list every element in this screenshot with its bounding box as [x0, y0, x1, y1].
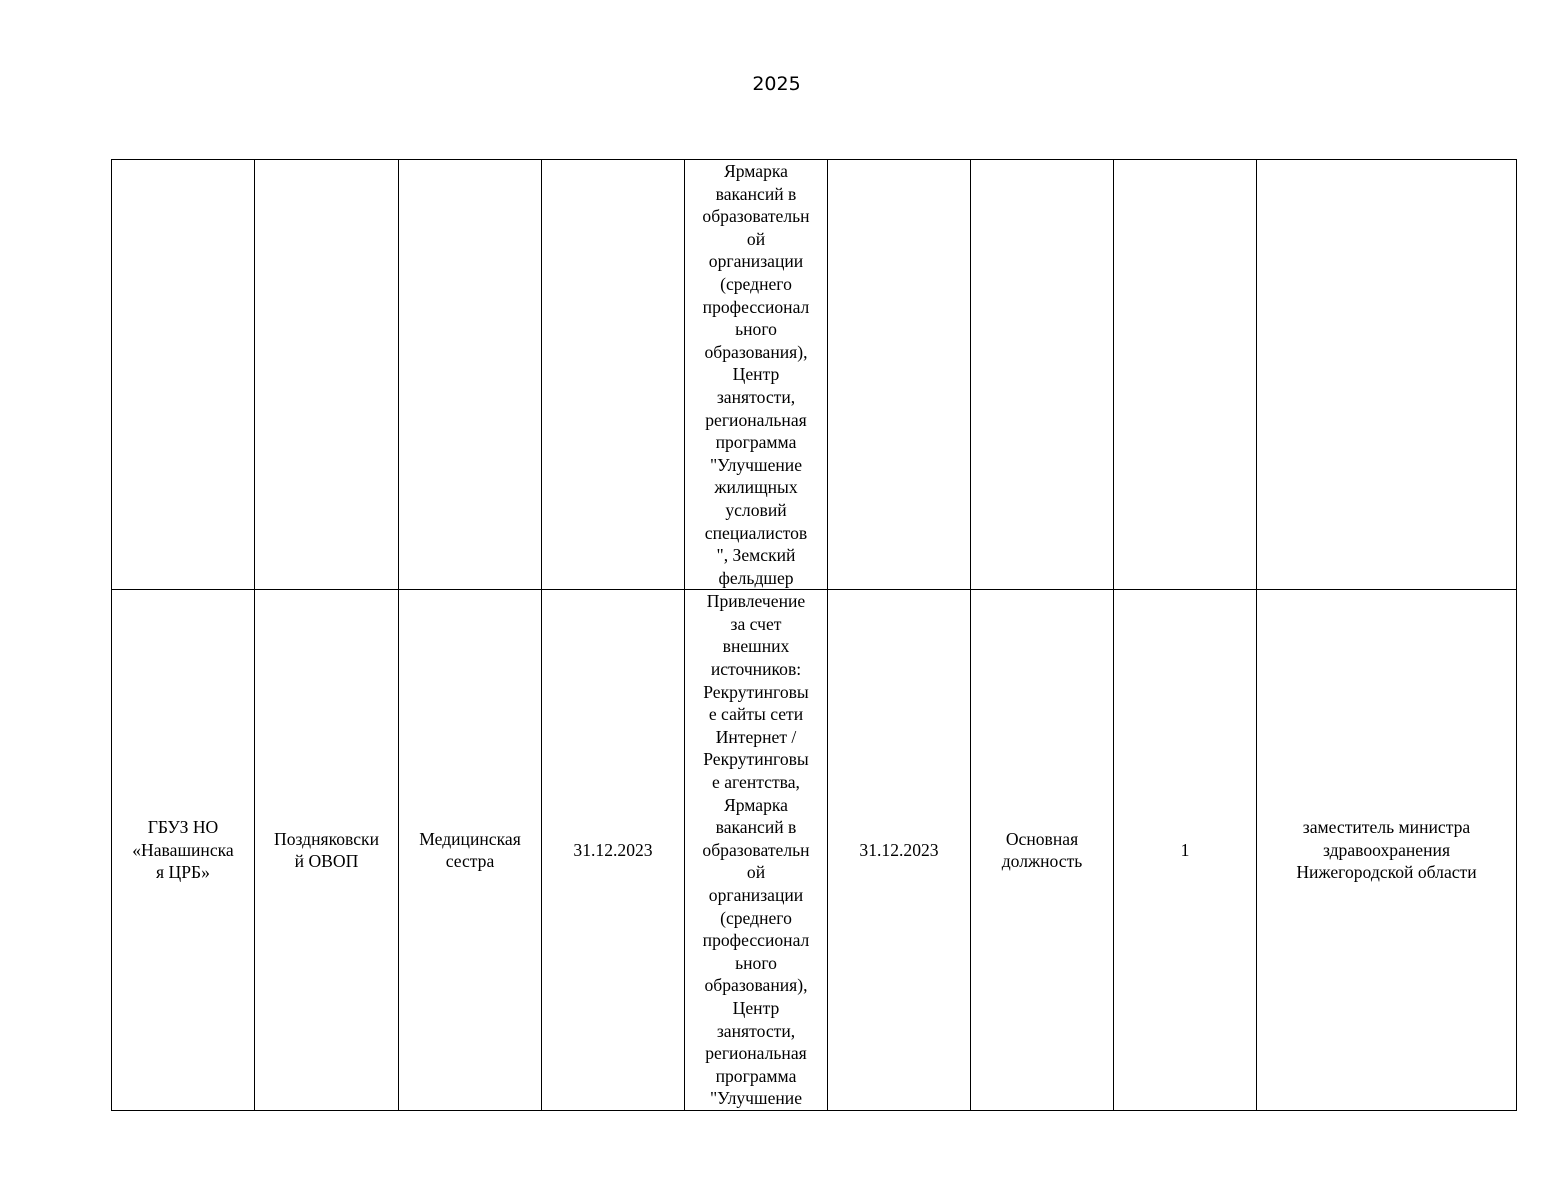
table-row	[112, 590, 1517, 1111]
table-cell-recruitment-methods: Привлечение за счет внешних источников: Рекрутинговы е сайты сети Интернет / Рекрутинговы е агентства, Ярмарка вакансий в образовательн ой организации (среднего профессионал ьного образования), Центр занятости, региональная программа "Улучшение	[685, 590, 828, 1111]
table-cell-deadline: 31.12.2023	[828, 590, 971, 1111]
table-cell-date	[542, 160, 685, 590]
table-cell-position: Медицинская сестра	[399, 590, 542, 1111]
table-cell-subdivision: Поздняковски й ОВОП	[255, 590, 399, 1111]
document-table	[111, 159, 1517, 1111]
table-cell-position-type: Основная должность	[971, 590, 1114, 1111]
table-cell-position-type	[971, 160, 1114, 590]
table-cell-organization	[112, 160, 255, 590]
table-cell-organization: ГБУЗ НО «Навашинска я ЦРБ»	[112, 590, 255, 1111]
table-cell-subdivision	[255, 160, 399, 590]
table-cell-recruitment-methods: Ярмарка вакансий в образовательн ой организации (среднего профессионал ьного образования), Центр занятости, региональная программа "Улучшение жилищных условий специалистов ", Земский фельдшер	[685, 160, 828, 590]
table-cell-responsible	[1257, 160, 1517, 590]
table-cell-deadline	[828, 160, 971, 590]
table-cell-date: 31.12.2023	[542, 590, 685, 1111]
page-year-header: 2025	[752, 73, 801, 95]
table-cell-count	[1114, 160, 1257, 590]
table-cell-responsible: заместитель министра здравоохранения Нижегородской области	[1257, 590, 1517, 1111]
table-row	[112, 160, 1517, 590]
table-cell-count: 1	[1114, 590, 1257, 1111]
table-cell-position	[399, 160, 542, 590]
